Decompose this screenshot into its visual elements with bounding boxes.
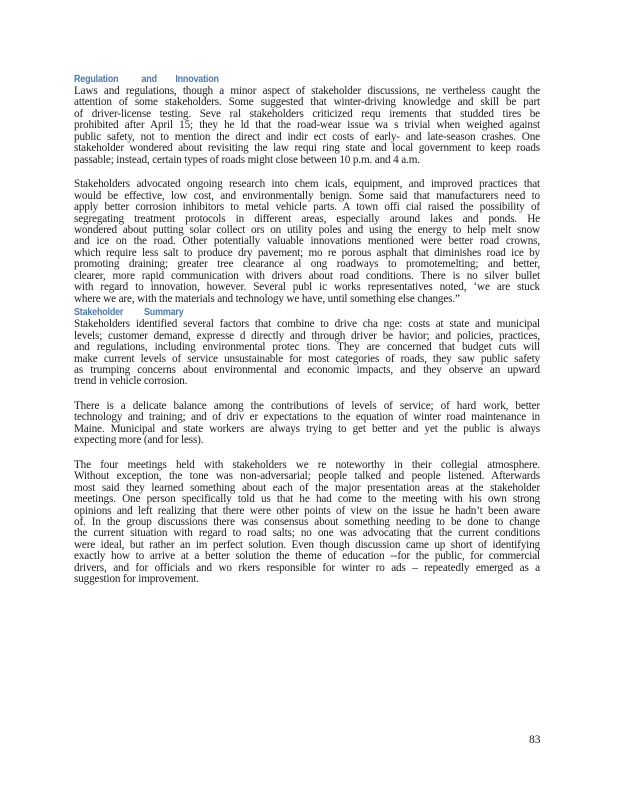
text-line: of driver-license testing. Seve ral stakeholders criticized requ irements that studded tires be	[74, 108, 540, 120]
paragraph-innovation	[74, 179, 540, 305]
text-line: levels; customer demand, expresse d directly and through driver be havior; and policies, practices,	[74, 330, 540, 342]
text-line: technology and training; and of driv er expectations to the equation of winter road maintenance in	[74, 412, 540, 424]
section-heading-regulation-innovation: Regulation and Innovation	[74, 73, 219, 85]
text-line: trend in vehicle corrosion.	[74, 376, 188, 388]
text-line: opinions and left realizing that there were other points of view on the issue he hadn’t been aware	[74, 505, 540, 517]
text-line: and regulations, including environmental protec tions. They are concerned that budget cuts will	[74, 342, 540, 354]
text-line: the current situation with regard to road salts; no one was advocating that the current conditions	[74, 528, 540, 540]
paragraph-factors	[74, 319, 540, 388]
text-line: with regard to innovation, however. Several publ ic works representatives noted, ‘we are stuck	[74, 282, 540, 294]
text-line: attention of some stakeholders. Some suggested that winter-driving knowledge and skill be part	[74, 97, 540, 109]
text-line: clearer, more rapid communication with drivers about road conditions. There is no silver bullet	[74, 270, 540, 282]
paragraph-gap	[74, 166, 540, 179]
paragraph-gap	[74, 447, 540, 460]
paragraph-balance	[74, 401, 540, 447]
text-line: Laws and regulations, though a minor aspect of stakeholder discussions, ne vertheless caught the	[74, 86, 540, 97]
text-line: would be effective, low cost, and environmentally benign. Some said that manufacturers need to	[74, 190, 540, 202]
text-line: expecting more (and for less).	[74, 435, 204, 447]
text-line: Stakeholders advocated ongoing research into chem icals, equipment, and improved practices that	[74, 179, 540, 191]
text-line: wondered about putting solar collect ors on utility poles and using the energy to help melt snow	[74, 224, 540, 236]
text-line: promoting draining; greater tree clearance al ong roadways to promotemelting; and better,	[74, 259, 540, 271]
paragraph-gap	[74, 388, 540, 401]
text-line: prohibited after April 15; they he ld that the road-wear issue wa s trivial when weighed against	[74, 120, 540, 132]
text-line: exactly how to arrive at a better solution the theme of education --for the public, for commercial	[74, 551, 540, 563]
text-line: Without exception, the tone was non-adversarial; people talked and people listened. Afterwards	[74, 471, 540, 483]
text-line: passable; instead, certain types of roads might close between 10 p.m. and 4 a.m.	[74, 154, 420, 166]
text-line: public safety, not to mention the direct and indir ect costs of early- and late-season crashes. One	[74, 131, 540, 143]
text-line: suggestion for improvement.	[74, 574, 199, 586]
text-line: meetings. One person specifically told us that he had come to the meeting with his own strong	[74, 494, 540, 506]
text-line: drivers, and for officials and wo rkers responsible for winter ro ads – repeatedly emerged as a	[74, 562, 540, 574]
text-line: were ideal, but rather an im perfect solution. Even though discussion came up short of identifying	[74, 539, 540, 551]
text-line: stakeholder wondered about revisiting the law requi ring state and local government to keep roads	[74, 143, 540, 155]
paragraph-meetings	[74, 460, 540, 586]
text-line: segregating treatment protocols in different areas, especially around lakes and ponds. He	[74, 213, 540, 225]
page-number: 83	[529, 734, 541, 746]
text-line: apply better corrosion inhibitors to metal vehicle parts. A town offi cial raised the possibility of	[74, 202, 540, 214]
text-line: most said they learned something about each of the major presentation areas at the stakeholder	[74, 482, 540, 494]
text-line: make current levels of service unsustainable for most categories of roads, they saw public safety	[74, 353, 540, 365]
text-line: There is a delicate balance among the contributions of levels of service; of hard work, better	[74, 400, 540, 412]
text-line: where we are, with the materials and technology we have, until something else changes.”	[74, 293, 460, 305]
text-line: The four meetings held with stakeholders we re noteworthy in their collegial atmosphere.	[74, 459, 540, 471]
text-line: which require less salt to produce dry pavement; mo re porous asphalt that diminishes road ice by	[74, 247, 540, 259]
section-heading-stakeholder-summary: Stakeholder Summary	[74, 306, 184, 319]
text-line: Stakeholders identified several factors that combine to drive cha nge: costs at state and municipal	[74, 319, 540, 331]
text-line: of. In the group discussions there was consensus about something needing to be done to change	[74, 516, 540, 528]
text-line: Maine. Municipal and state workers are always trying to get better and yet the public is always	[74, 423, 540, 435]
page-content	[74, 72, 540, 586]
text-line: as trumping concerns about environmental and economic impacts, and they observe an upward	[74, 364, 540, 376]
paragraph-regulation	[74, 86, 540, 166]
text-line: and ice on the road. Other potentially valuable innovations mentioned were better road crowns,	[74, 236, 540, 248]
